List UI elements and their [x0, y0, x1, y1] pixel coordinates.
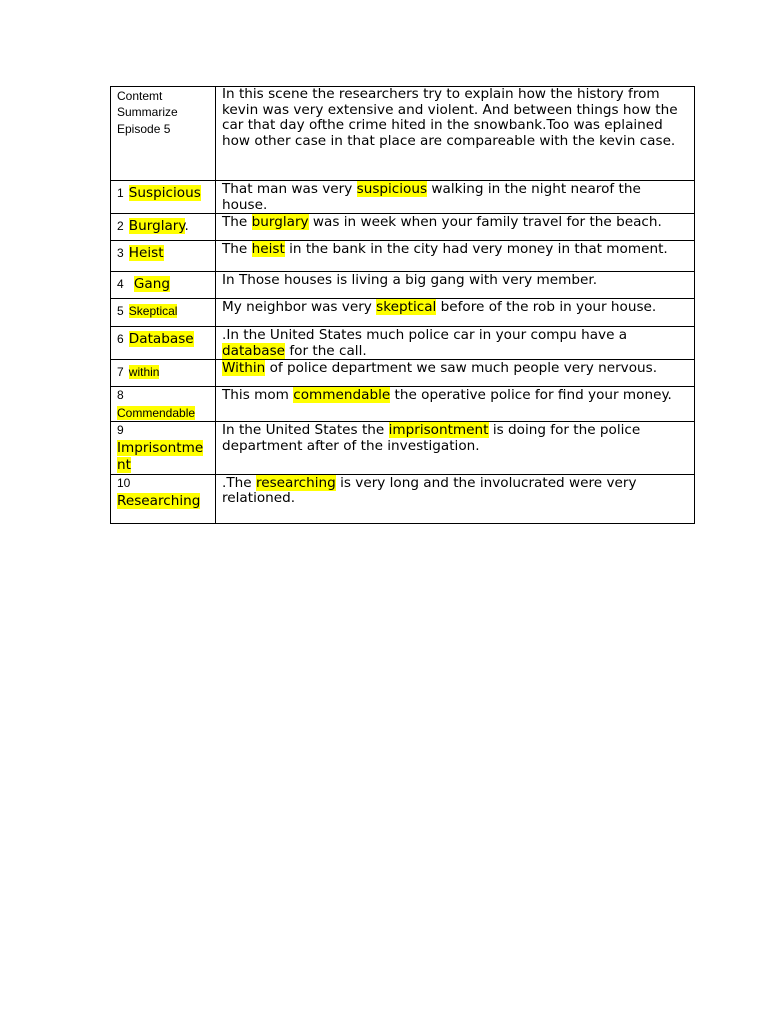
- term-cell: [111, 327, 216, 360]
- sentence-text: of police department we saw much people very nervous.: [265, 360, 658, 377]
- table-row: [111, 181, 695, 214]
- header-label-line: Episode 5: [117, 121, 171, 136]
- highlighted-word: Within: [222, 360, 266, 377]
- highlighted-word: database: [222, 342, 286, 359]
- term-cell: [111, 181, 216, 214]
- vocab-term: Burglary: [128, 218, 185, 235]
- sentence-text: My neighbor was very: [222, 299, 377, 316]
- term-cell: [111, 387, 216, 422]
- sentence-text: the operative police for find your money.: [390, 387, 672, 404]
- table-row: [111, 299, 695, 327]
- table-row: [111, 241, 695, 272]
- term-cell: [111, 474, 216, 523]
- sentence-cell: [216, 181, 695, 214]
- sentence-cell: [216, 327, 695, 360]
- table-row: [111, 214, 695, 241]
- term-cell: [111, 272, 216, 299]
- highlighted-word: burglary: [251, 214, 309, 231]
- sentence-text: is doing for the police department after of the investigation.: [222, 422, 641, 454]
- term-cell: [111, 214, 216, 241]
- row-number: 2: [117, 219, 124, 234]
- header-label-cell: [111, 87, 216, 181]
- highlighted-word: commendable: [293, 387, 391, 404]
- vocab-term: Commendable: [117, 406, 196, 421]
- vocab-term: Imprisontment: [117, 439, 204, 474]
- vocab-term: within: [128, 365, 160, 380]
- sentence-cell: [216, 272, 695, 299]
- sentence-text: .In the United States much police car in your compu have a: [222, 327, 628, 344]
- row-number: 5: [117, 304, 124, 319]
- sentence-cell: [216, 422, 695, 475]
- row-number: 1: [117, 186, 124, 200]
- highlighted-word: skeptical: [376, 299, 437, 316]
- term-cell: [111, 422, 216, 475]
- sentence-text: The: [222, 214, 252, 231]
- sentence-cell: [216, 241, 695, 272]
- vocab-term: Skeptical: [128, 304, 178, 319]
- vocab-term: Database: [128, 331, 194, 348]
- sentence-text: .The: [222, 474, 256, 491]
- header-label-line: Summarize: [117, 105, 178, 120]
- highlighted-word: suspicious: [356, 181, 428, 197]
- row-number: 6: [117, 332, 124, 347]
- vocab-term: Heist: [128, 245, 164, 262]
- vocab-term: Gang: [133, 276, 170, 293]
- sentence-text: In the United States the: [222, 422, 389, 439]
- table-row: [111, 272, 695, 299]
- summary-text: In this scene the researchers try to explain how the history from kevin was very extensive and violent. And between things how the car that day ofthe crime hited in the snowbank.Too was eplained how other case in that place are compareable with the kevin case.: [222, 86, 678, 149]
- row-number: 8: [117, 388, 124, 403]
- row-number: 4: [117, 277, 124, 292]
- term-punctuation: .: [184, 218, 189, 235]
- sentence-cell: [216, 214, 695, 241]
- sentence-text: This mom: [222, 387, 294, 404]
- sentence-text: is very long and the involucrated were very relationed.: [222, 474, 637, 507]
- summary-cell: [216, 87, 695, 181]
- vocab-term: Researching: [117, 492, 201, 509]
- table-row: [111, 422, 695, 475]
- sentence-text: That man was very: [222, 181, 357, 197]
- row-number: 10: [117, 475, 131, 490]
- table-row: [111, 327, 695, 360]
- sentence-text: walking in the night nearof the house.: [222, 181, 641, 213]
- table-row: [111, 474, 695, 523]
- term-cell: [111, 299, 216, 327]
- highlighted-word: heist: [251, 241, 285, 258]
- header-row: [111, 87, 695, 181]
- sentence-cell: [216, 474, 695, 523]
- vocabulary-table: [110, 86, 695, 524]
- sentence-cell: [216, 360, 695, 387]
- term-cell: [111, 360, 216, 387]
- sentence-text: The: [222, 241, 252, 258]
- sentence-cell: [216, 299, 695, 327]
- highlighted-word: imprisontment: [388, 422, 489, 439]
- highlighted-word: researching: [255, 474, 336, 491]
- table-row: [111, 387, 695, 422]
- sentence-text: in the bank in the city had very money in that moment.: [284, 241, 668, 258]
- sentence-text: In Those houses is living a big gang with very member.: [222, 272, 598, 289]
- sentence-text: for the call.: [285, 342, 367, 359]
- row-number: 3: [117, 246, 124, 261]
- row-number: 7: [117, 365, 124, 380]
- sentence-cell: [216, 387, 695, 422]
- table-row: [111, 360, 695, 387]
- vocab-term: Suspicious: [128, 185, 201, 201]
- term-cell: [111, 241, 216, 272]
- sentence-text: was in week when your family travel for the beach.: [308, 214, 662, 231]
- header-label-line: Contemt: [117, 89, 163, 103]
- sentence-text: before of the rob in your house.: [436, 299, 657, 316]
- row-number: 9: [117, 423, 124, 438]
